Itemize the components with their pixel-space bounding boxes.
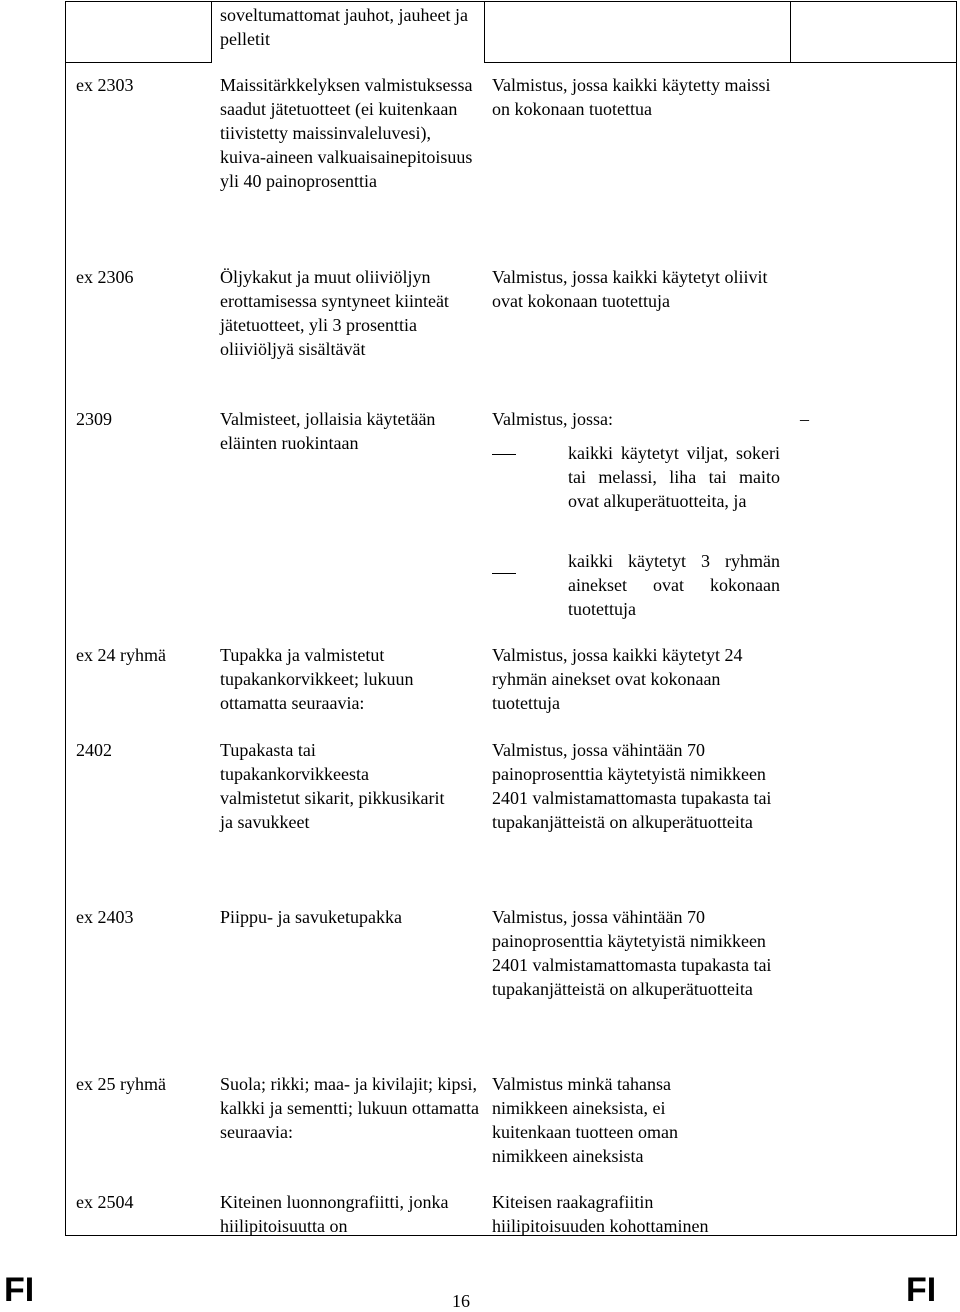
row-3-alternative: – xyxy=(800,409,809,429)
row-4-code: ex 24 ryhmä xyxy=(76,645,166,665)
row-6-rule: Valmistus, jossa vähintään 70 painoprosenttia käytetyistä nimikkeen 2401 valmistamattomasta tupakasta tai tupakanjätteistä on alkuperätuotteita xyxy=(492,907,772,999)
footer-language-left: FI xyxy=(4,1271,35,1309)
row-7-rule: Valmistus minkä tahansa nimikkeen aineksista, ei kuitenkaan tuotteen oman nimikkeen aineksista xyxy=(492,1074,678,1166)
row-8-rule: Kiteisen raakagrafiitin hiilipitoisuuden kohottaminen xyxy=(492,1192,709,1236)
footer-language-right: FI xyxy=(906,1271,937,1309)
row-7-code: ex 25 ryhmä xyxy=(76,1074,166,1094)
row-4-description: Tupakka ja valmistetut tupakankorvikkeet; lukuun ottamatta seuraavia: xyxy=(220,645,414,713)
row-4-rule: Valmistus, jossa kaikki käytetyt 24 ryhmän ainekset ovat kokonaan tuotettuja xyxy=(492,645,743,713)
row-3-rule-item-2: kaikki käytetyt 3 ryhmän ainekset ovat kokonaan tuotettuja xyxy=(568,551,780,619)
row-3-rule: Valmistus, jossa: xyxy=(492,409,614,429)
row-3-description: Valmisteet, jollaisia käytetään eläinten ruokintaan xyxy=(220,409,436,453)
row-1-rule: Valmistus, jossa kaikki käytetty maissi on kokonaan tuotettua xyxy=(492,75,771,119)
row-3-rule-item-1: kaikki käytetyt viljat, sokeri tai melassi, liha tai maito ovat alkuperätuotteita, ja xyxy=(568,443,780,511)
row-1-description: Maissitärkkelyksen valmistuksessa saadut jätetuotteet (ei kuitenkaan tiivistetty maissinvaleluvesi), kuiva-aineen valkuaisainepitoisuus yli 40 painoprosenttia xyxy=(220,75,473,191)
row-5-rule: Valmistus, jossa vähintään 70 painoprosenttia käytetyistä nimikkeen 2401 valmistamattomasta tupakasta tai tupakanjätteistä on alkuperätuotteita xyxy=(492,740,772,832)
row-2-description: Öljykakut ja muut oliiviöljyn erottamisessa syntyneet kiinteät jätetuotteet, yli 3 prosenttia oliiviöljyä sisältävät xyxy=(220,267,449,359)
row-2-rule: Valmistus, jossa kaikki käytetyt oliivit ovat kokonaan tuotettuja xyxy=(492,267,768,311)
row-2-code: ex 2306 xyxy=(76,267,134,287)
row-5-code: 2402 xyxy=(76,740,112,760)
row-5-description: Tupakasta tai tupakankorvikkeesta valmistetut sikarit, pikkusikarit ja savukkeet xyxy=(220,740,445,832)
row-0-description: soveltumattomat jauhot, jauheet ja pelletit xyxy=(220,5,468,49)
row-1-code: ex 2303 xyxy=(76,75,134,95)
row-3-code: 2309 xyxy=(76,409,112,429)
dash-bullet xyxy=(492,573,516,574)
row-8-description: Kiteinen luonnongrafiitti, jonka hiilipitoisuutta on xyxy=(220,1192,449,1236)
row-8-code: ex 2504 xyxy=(76,1192,134,1212)
row-7-description: Suola; rikki; maa- ja kivilajit; kipsi, kalkki ja sementti; lukuun ottamatta seuraavia: xyxy=(220,1074,479,1142)
row-6-description: Piippu- ja savuketupakka xyxy=(220,907,402,927)
dash-bullet xyxy=(492,454,516,455)
row-6-code: ex 2403 xyxy=(76,907,134,927)
page-number: 16 xyxy=(452,1291,470,1311)
